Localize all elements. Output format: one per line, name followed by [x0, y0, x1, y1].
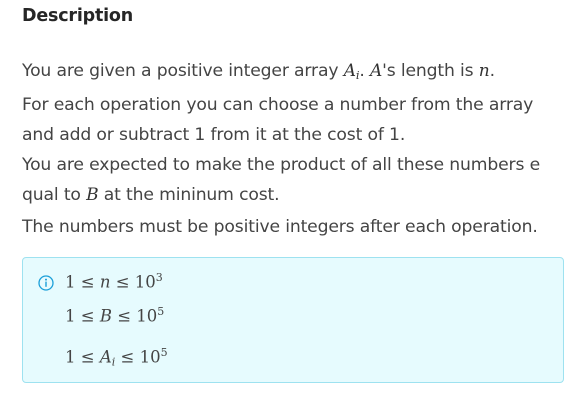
math-var-n: n — [478, 61, 490, 81]
description-line: You are given a positive integer array $A_i$. A's length is n. — [22, 61, 495, 82]
constraint-a: $1 \le A_i \le 10^5$ — [65, 346, 168, 369]
description-line: and add or subtract 1 from it at the cost of 1. — [22, 125, 406, 145]
math-var-b: B — [86, 185, 99, 205]
problem-description — [22, 56, 578, 242]
description-line: qual to B at the mininum cost. — [22, 185, 280, 205]
math-var-array: $A_i$ — [343, 61, 360, 82]
math-var-array: A — [370, 61, 383, 81]
section-heading: Description — [22, 6, 133, 26]
constraint-n: $1 \le n \le 10^3$ — [65, 271, 163, 292]
constraint-b: $1 \le B \le 10^5$ — [65, 305, 165, 326]
description-line: You are expected to make the product of all these numbers e — [22, 155, 541, 175]
description-line: For each operation you can choose a number from the array — [22, 95, 534, 115]
description-line: The numbers must be positive integers after each operation. — [22, 217, 538, 237]
info-icon — [38, 275, 54, 291]
constraints-note — [22, 257, 564, 383]
